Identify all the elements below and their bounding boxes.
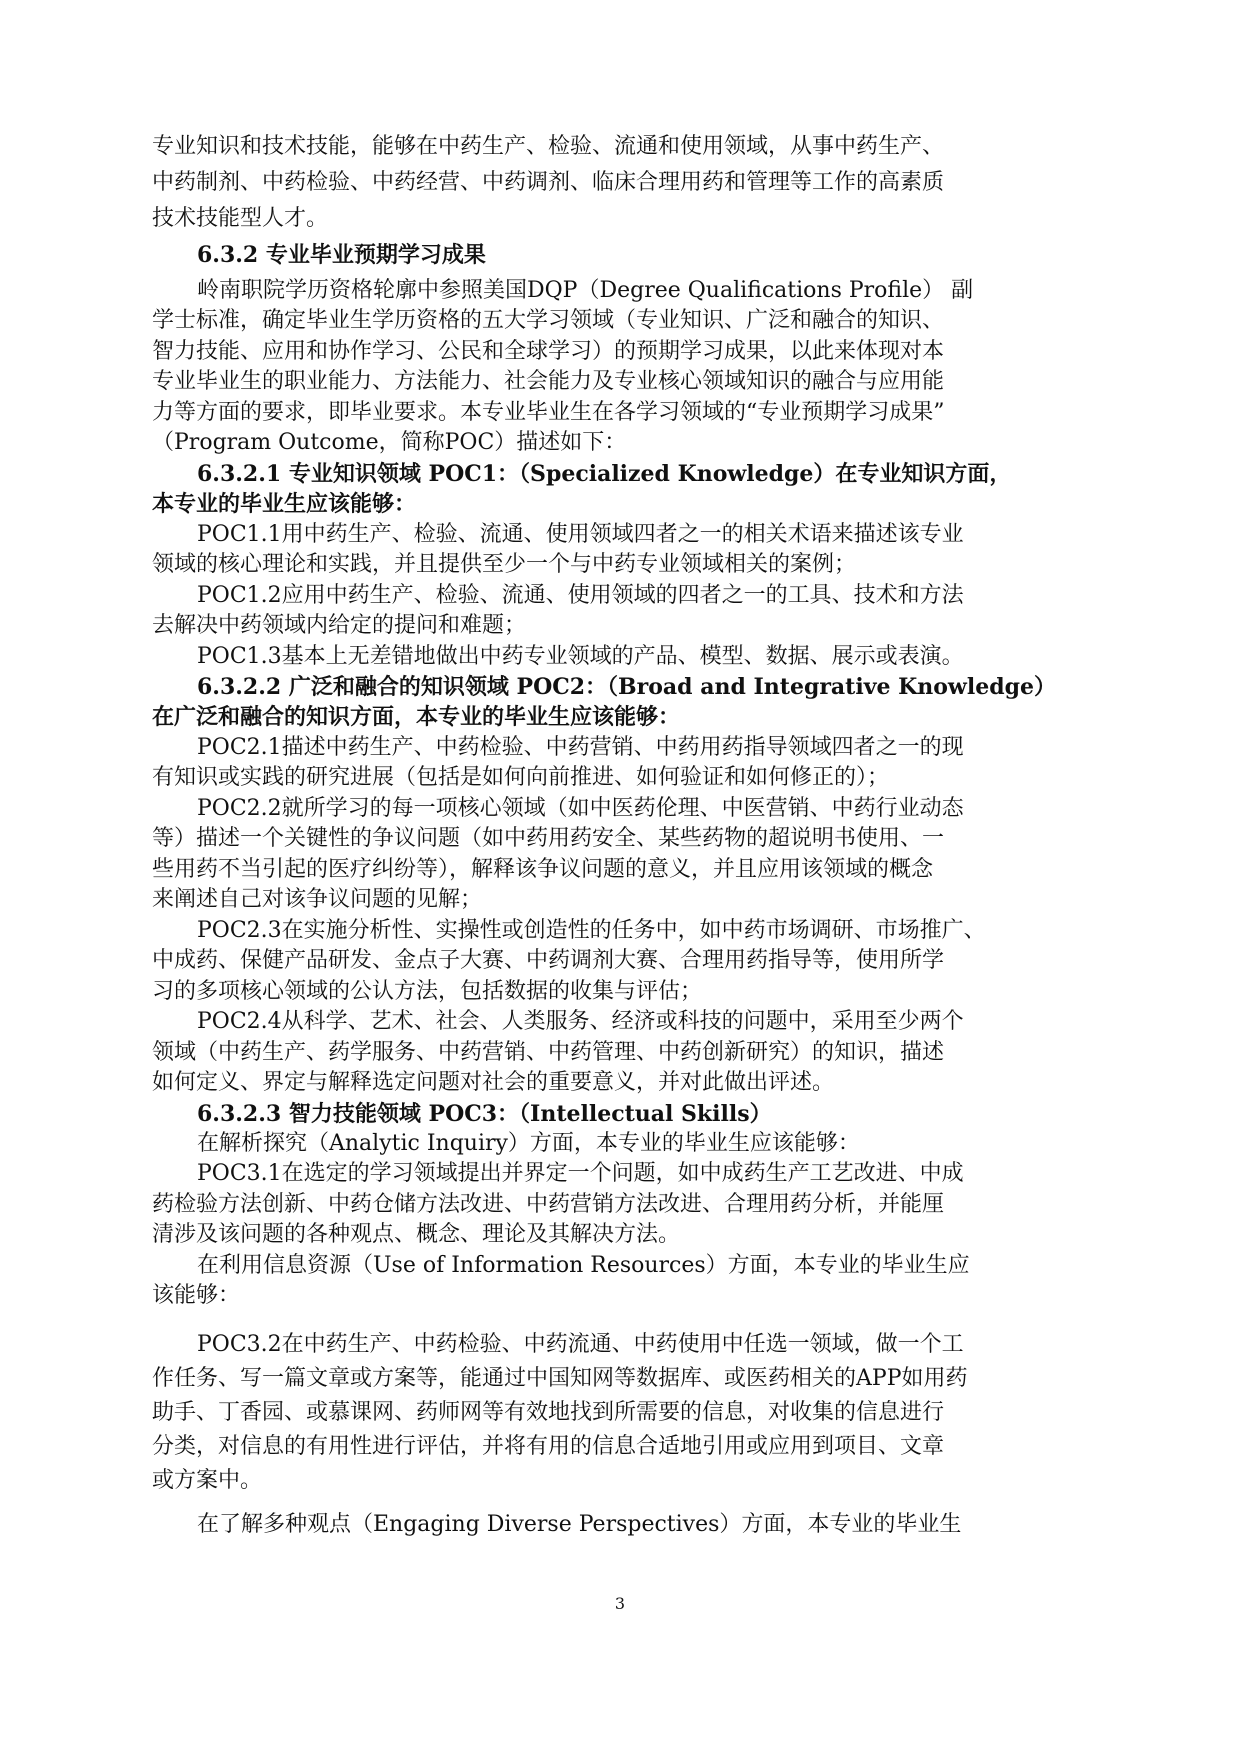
text-line: POC3.2在中药生产、中药检验、中药流通、中药使用中任选一领域，做一个工	[197, 1332, 964, 1357]
page-number: 3	[614, 1594, 626, 1613]
text-line: 专业知识和技术技能，能够在中药生产、检验、流通和使用领域，从事中药生产、	[152, 134, 945, 159]
text-line: POC1.2应用中药生产、检验、流通、使用领域的四者之一的工具、技术和方法	[197, 583, 964, 608]
text-line: 在了解多种观点（Engaging Diverse Perspectives）方面，本专业的毕业生	[197, 1512, 962, 1537]
text-line: 药检验方法创新、中药仓储方法改进、中药营销方法改进、合理用药分析，并能厘	[152, 1192, 945, 1217]
text-line: 该能够：	[152, 1283, 241, 1308]
text-line: 智力技能、应用和协作学习、公民和全球学习）的预期学习成果，以此来体现对本	[152, 339, 945, 364]
text-line: POC1.1用中药生产、检验、流通、使用领域四者之一的相关术语来描述该专业	[197, 522, 964, 547]
text-line: （Program Outcome，简称POC）描述如下：	[152, 430, 627, 455]
text-line: POC2.2就所学习的每一项核心领域（如中医药伦理、中医营销、中药行业动态	[197, 796, 964, 821]
text-line: 学士标准，确定毕业生学历资格的五大学习领域（专业知识、广泛和融合的知识、	[152, 308, 945, 333]
text-line: POC1.3基本上无差错地做出中药专业领域的产品、模型、数据、展示或表演。	[197, 644, 964, 669]
subsection-heading: 本专业的毕业生应该能够：	[152, 491, 417, 517]
text-line: 或方案中。	[152, 1468, 263, 1493]
text-line: 去解决中药领域内给定的提问和难题；	[152, 613, 527, 638]
subsection-heading: 在广泛和融合的知识方面，本专业的毕业生应该能够：	[152, 704, 681, 730]
text-line: 力等方面的要求，即毕业要求。本专业毕业生在各学习领域的“专业预期学习成果”	[152, 400, 945, 425]
text-line: 岭南职院学历资格轮廓中参照美国DQP（Degree Qualifications Profile） 副	[197, 278, 974, 303]
text-line: 清涉及该问题的各种观点、概念、理论及其解决方法。	[152, 1222, 681, 1247]
text-line: 习的多项核心领域的公认方法，包括数据的收集与评估；	[152, 979, 703, 1004]
text-line: 有知识或实践的研究进展（包括是如何向前推进、如何验证和如何修正的）；	[152, 765, 890, 790]
text-line: 领域（中药生产、药学服务、中药营销、中药管理、中药创新研究）的知识，描述	[152, 1040, 945, 1065]
text-line: 作任务、写一篇文章或方案等，能通过中国知网等数据库、或医药相关的APP如用药	[152, 1366, 968, 1391]
text-line: POC2.4从科学、艺术、社会、人类服务、经济或科技的问题中，采用至少两个	[197, 1009, 964, 1034]
text-line: 中药制剂、中药检验、中药经营、中药调剂、临床合理用药和管理等工作的高素质	[152, 170, 945, 195]
text-line: 些用药不当引起的医疗纠纷等），解释该争议问题的意义，并且应用该领域的概念	[152, 857, 934, 882]
text-line: 在利用信息资源（Use of Information Resources）方面，本专业的毕业生应	[197, 1253, 970, 1278]
subsection-heading: 6.3.2.2 广泛和融合的知识领域 POC2：（Broad and Integrative Knowledge）	[197, 674, 1056, 700]
text-line: 在解析探究（Analytic Inquiry）方面，本专业的毕业生应该能够：	[197, 1131, 860, 1156]
text-line: 领域的核心理论和实践，并且提供至少一个与中药专业领域相关的案例；	[152, 552, 857, 577]
text-line: 来阐述自己对该争议问题的见解；	[152, 887, 483, 912]
text-line: 如何定义、界定与解释选定问题对社会的重要意义，并对此做出评述。	[152, 1070, 835, 1095]
text-line: 等）描述一个关键性的争议问题（如中药用药安全、某些药物的超说明书使用、一	[152, 826, 945, 851]
text-line: POC2.3在实施分析性、实操性或创造性的任务中，如中药市场调研、市场推广、	[197, 918, 986, 943]
text-line: 分类，对信息的有用性进行评估，并将有用的信息合适地引用或应用到项目、文章	[152, 1434, 945, 1459]
text-line: 助手、丁香园、或慕课网、药师网等有效地找到所需要的信息，对收集的信息进行	[152, 1400, 945, 1425]
text-line: 中成药、保健产品研发、金点子大赛、中药调剂大赛、合理用药指导等，使用所学	[152, 948, 945, 973]
text-line: 技术技能型人才。	[152, 206, 329, 231]
text-line: POC2.1描述中药生产、中药检验、中药营销、中药用药指导领域四者之一的现	[197, 735, 964, 760]
subsection-heading: 6.3.2.3 智力技能领域 POC3：（Intellectual Skills）	[197, 1101, 772, 1127]
text-line: POC3.1在选定的学习领域提出并界定一个问题，如中成药生产工艺改进、中成	[197, 1161, 964, 1186]
text-line: 专业毕业生的职业能力、方法能力、社会能力及专业核心领域知识的融合与应用能	[152, 369, 945, 394]
subsection-heading: 6.3.2.1 专业知识领域 POC1：（Specialized Knowledge）在专业知识方面，	[197, 461, 1012, 487]
section-heading: 6.3.2 专业毕业预期学习成果	[197, 242, 486, 268]
